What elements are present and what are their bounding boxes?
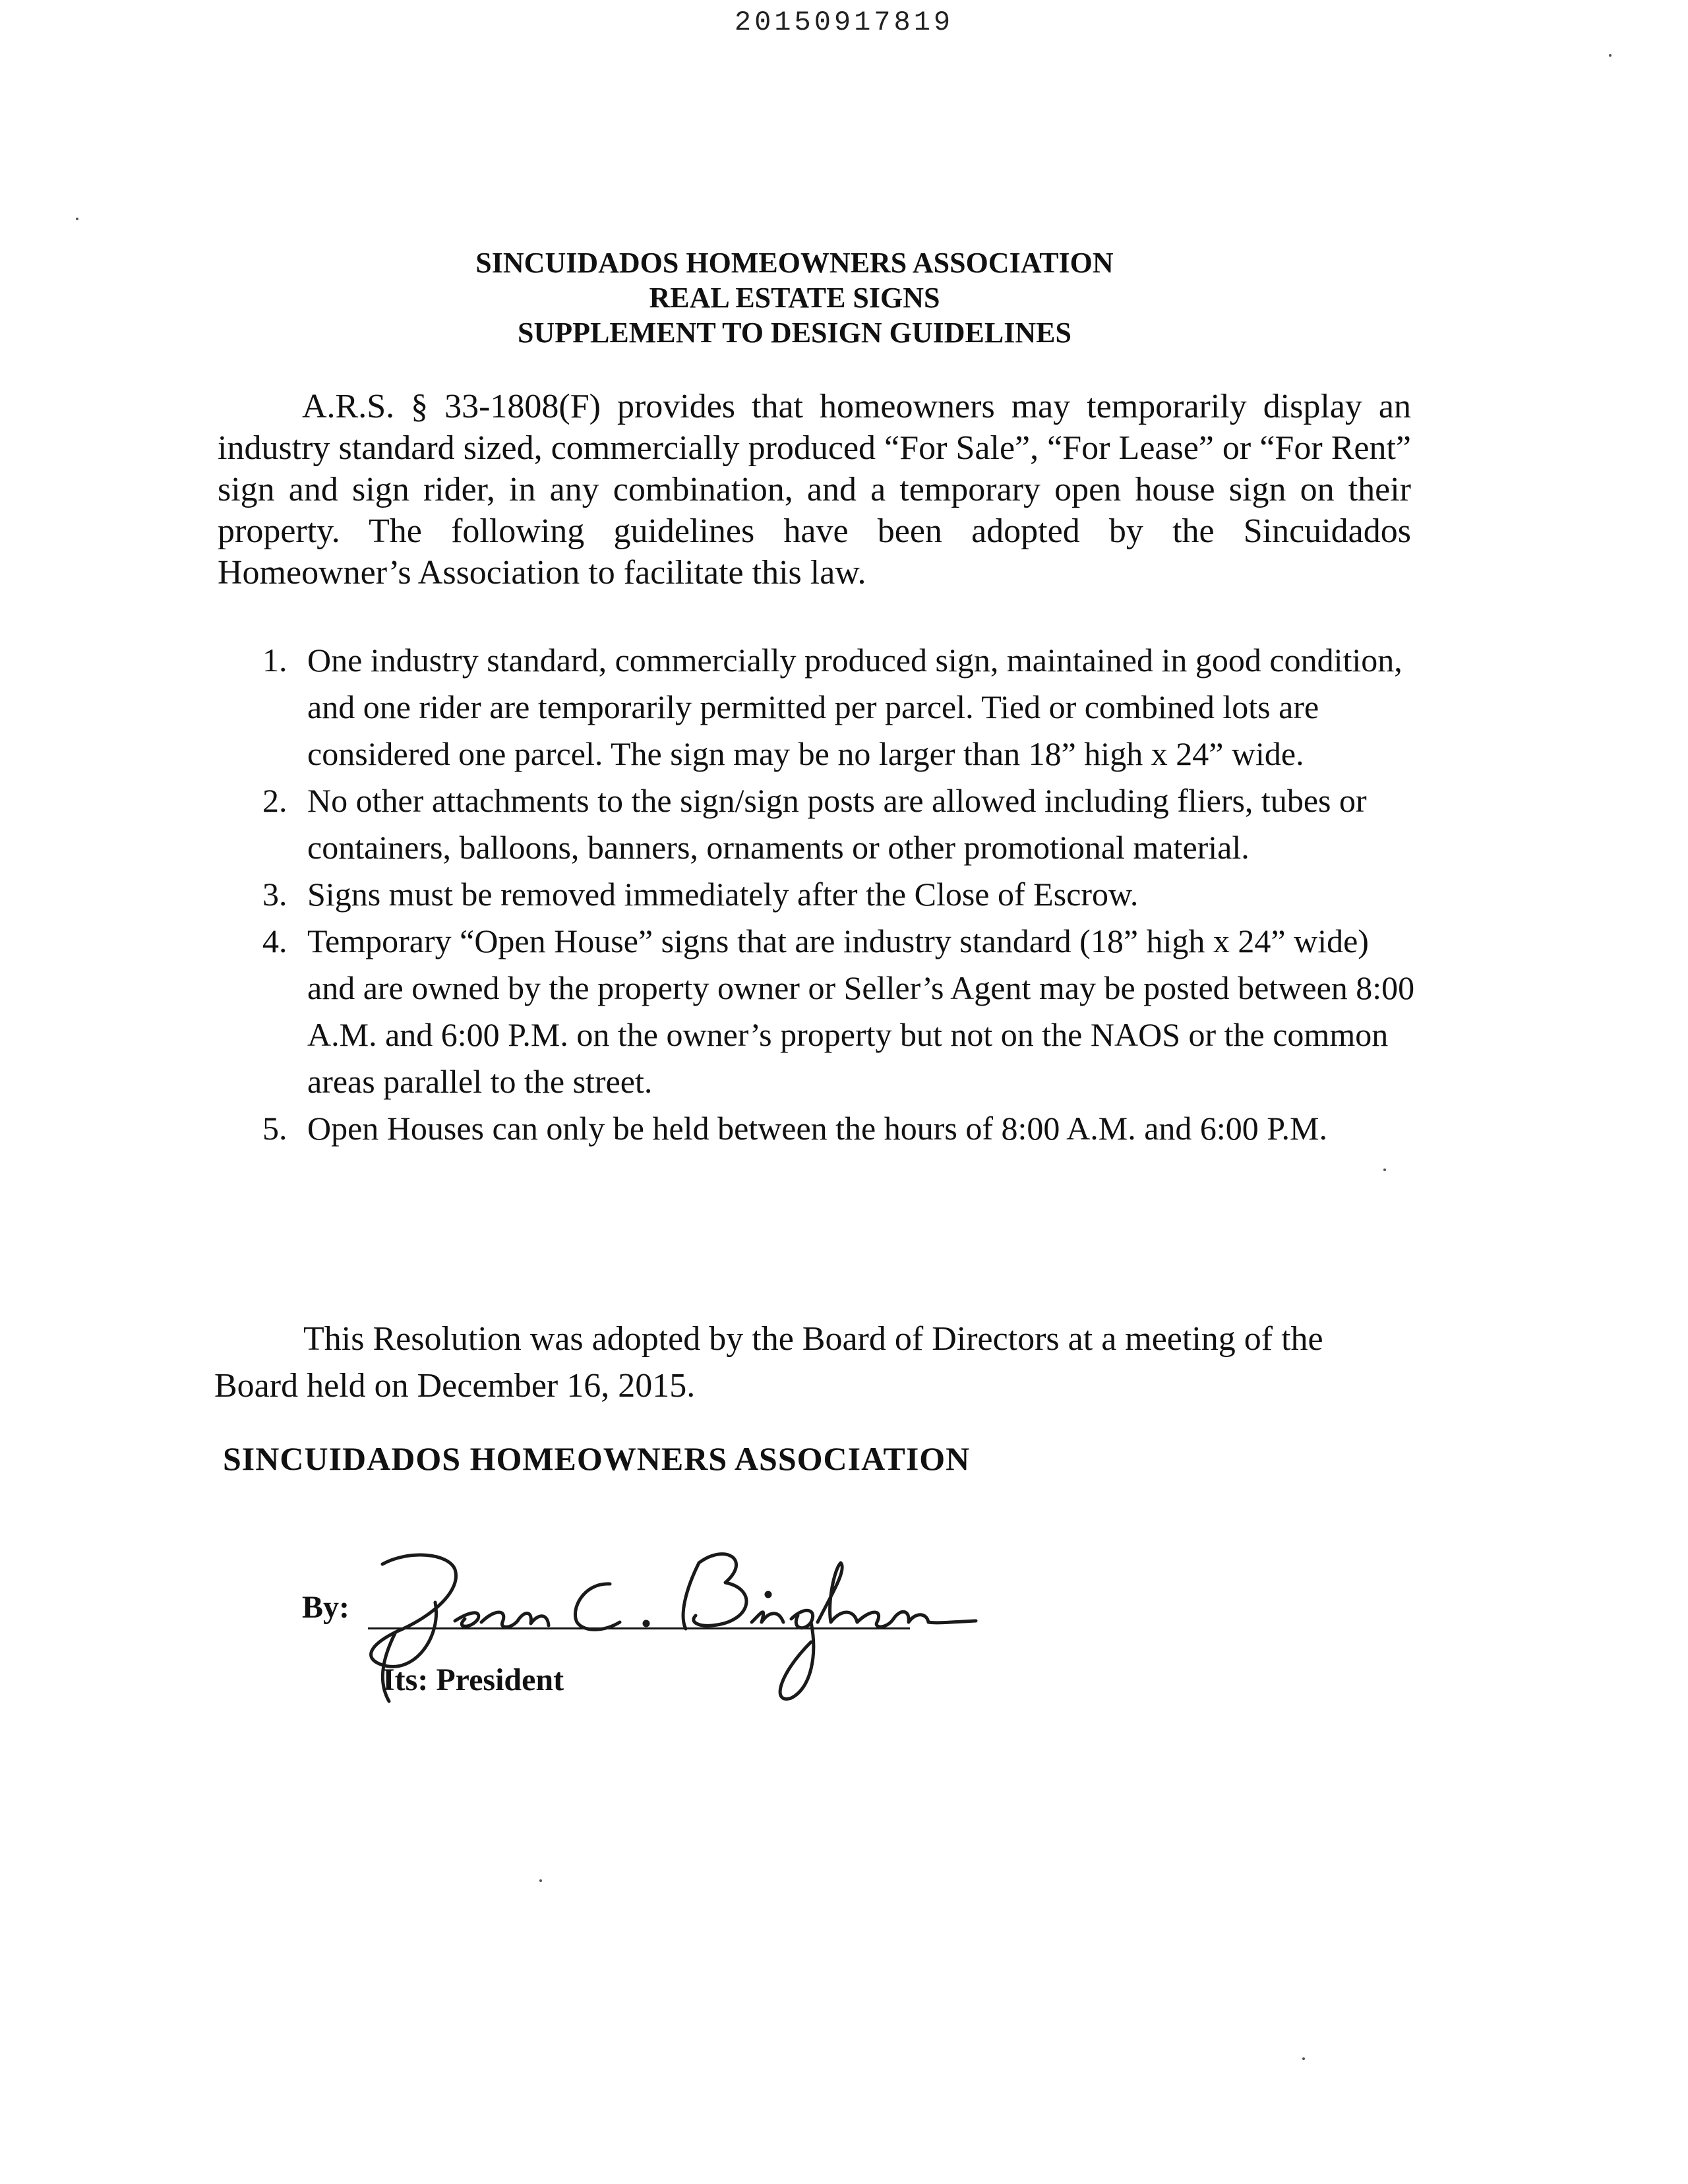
guideline-text: Temporary “Open House” signs that are industry standard (18” high x 24” wide) and are owned by the property owner or Seller’s Agent may be posted between 8:00 A.M. and 6:00 P.M. on the owner’s property but not on the NAOS or the common areas parallel to the street. [307, 923, 1415, 1100]
guideline-number: 2. [262, 782, 287, 819]
guidelines-list [244, 637, 1418, 1152]
scan-speck [1383, 1168, 1386, 1171]
guideline-item [244, 871, 1418, 918]
guideline-text: Signs must be removed immediately after the Close of Escrow. [307, 876, 1139, 913]
intro-paragraph: A.R.S. § 33-1808(F) provides that homeowners may temporarily display an industry standard sized, commercially produced “For Sale”, “For Lease” or “For Rent” sign and sign rider, in any combination, and a temporary open house sign on their property. The following guidelines have been adopted by the Sincuidados Homeowner’s Association to facilitate this law. [218, 388, 1411, 592]
recording-number: 20150917819 [734, 7, 954, 38]
guideline-number: 5. [262, 1110, 287, 1147]
guideline-item [244, 637, 1418, 777]
title-line-association: SINCUIDADOS HOMEOWNERS ASSOCIATION [475, 247, 1114, 279]
scan-speck [1609, 54, 1612, 57]
guideline-number: 3. [262, 876, 287, 913]
guideline-text: One industry standard, commercially produced sign, maintained in good condition, and one rider are temporarily permitted per parcel. Tied or combined lots are considered one parcel. The sign may be no larger than 18” high x 24” wide. [307, 642, 1402, 772]
guideline-item [244, 918, 1418, 1105]
signer-title: Its: President [382, 1662, 564, 1697]
scan-speck [76, 218, 78, 220]
by-label: By: [302, 1590, 349, 1625]
scan-speck [1302, 2057, 1305, 2060]
guideline-item [244, 1105, 1418, 1152]
guideline-text: No other attachments to the sign/sign posts are allowed including fliers, tubes or containers, balloons, banners, ornaments or other promotional material. [307, 782, 1367, 866]
guideline-text: Open Houses can only be held between the hours of 8:00 A.M. and 6:00 P.M. [307, 1110, 1327, 1147]
resolution-paragraph: This Resolution was adopted by the Board of Directors at a meeting of the Board held on December 16, 2015. [214, 1320, 1323, 1405]
guideline-number: 1. [262, 642, 287, 679]
guideline-item [244, 777, 1418, 871]
guideline-number: 4. [262, 923, 287, 959]
document-title [0, 245, 1589, 350]
scan-speck [539, 1879, 542, 1882]
title-line-supplement: SUPPLEMENT TO DESIGN GUIDELINES [518, 317, 1071, 349]
title-line-subject: REAL ESTATE SIGNS [649, 282, 940, 314]
association-name: SINCUIDADOS HOMEOWNERS ASSOCIATION [223, 1440, 971, 1477]
